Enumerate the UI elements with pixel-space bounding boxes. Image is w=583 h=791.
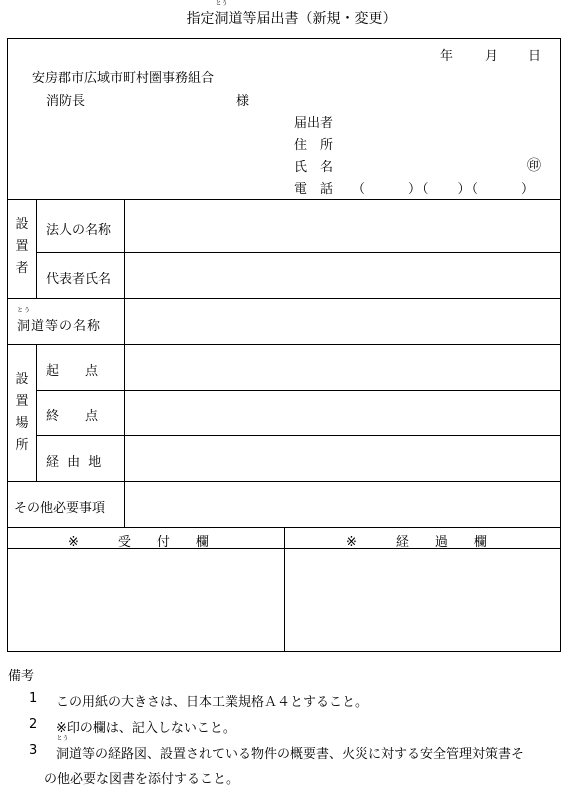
row-line [7,199,561,200]
recipient-title: 消防長 [46,94,86,109]
applicant-phone-label: 電 話 [294,182,334,197]
location-label: 設 置 場 所 [15,372,29,453]
cave-name-label: 洞 とう 道等の名称 [17,307,102,334]
date-day: 日 [528,49,542,64]
applicant-name-label: 氏 名 [294,160,334,175]
col-line [124,199,125,527]
remark-2-num: 2 [29,717,38,732]
via-label: 経 由 地 [46,455,104,470]
title-ruby-base: 洞 [214,11,229,27]
seal-icon: ㊞ [527,158,541,174]
rep-name-label: 代表者氏名 [46,272,112,287]
establisher-label: 設 置 者 [15,217,29,276]
row-line [7,481,561,482]
cave-name-ruby: とう [17,307,32,314]
document-title: 指定洞 とう 道等届出書（新規・変更） [186,0,397,27]
title-ruby: とう [215,0,228,7]
start-point-label: 起 点 [46,364,99,379]
row-line [36,252,561,253]
applicant-address-label: 住 所 [294,138,334,153]
remark-1-num: 1 [29,691,38,706]
remark-1-text: この用紙の大きさは、日本工業規格Ａ４とすること。 [56,695,369,710]
col-line [36,199,37,298]
frame-top [7,38,561,39]
progress-header: ※ 経 過 欄 [346,535,487,550]
row-line [36,435,561,436]
row-line [36,390,561,391]
col-line [36,344,37,481]
end-point-label: 終 点 [46,409,99,424]
frame-bottom [7,651,561,652]
recipient-honorific: 様 [236,94,250,109]
remark-3-num: 3 [29,743,38,758]
date-month: 月 [485,49,499,64]
date-year: 年 [440,49,454,64]
remark-3-ruby: とう [56,735,69,742]
applicant-phone-format: （ ）（ ）（ ） [352,182,536,197]
other-label: その他必要事項 [14,501,106,516]
remark-2-text: ※印の欄は、記入しないこと。 [56,721,236,736]
recipient-org: 安房郡市広域市町村圏事務組合 [32,71,215,86]
applicant-heading: 届出者 [294,116,334,131]
remarks-heading: 備考 [8,669,35,684]
corp-name-label: 法人の名称 [46,223,112,238]
row-line [7,298,561,299]
row-line [7,344,561,345]
remark-3-text: 洞 とう 道等の経路図、設置されている物件の概要書、火災に対する安全管理対策書そ [56,735,525,762]
reception-header: ※ 受 付 欄 [68,535,209,550]
col-line [284,527,285,651]
remark-3-cont: の他必要な図書を添付すること。 [44,772,240,787]
